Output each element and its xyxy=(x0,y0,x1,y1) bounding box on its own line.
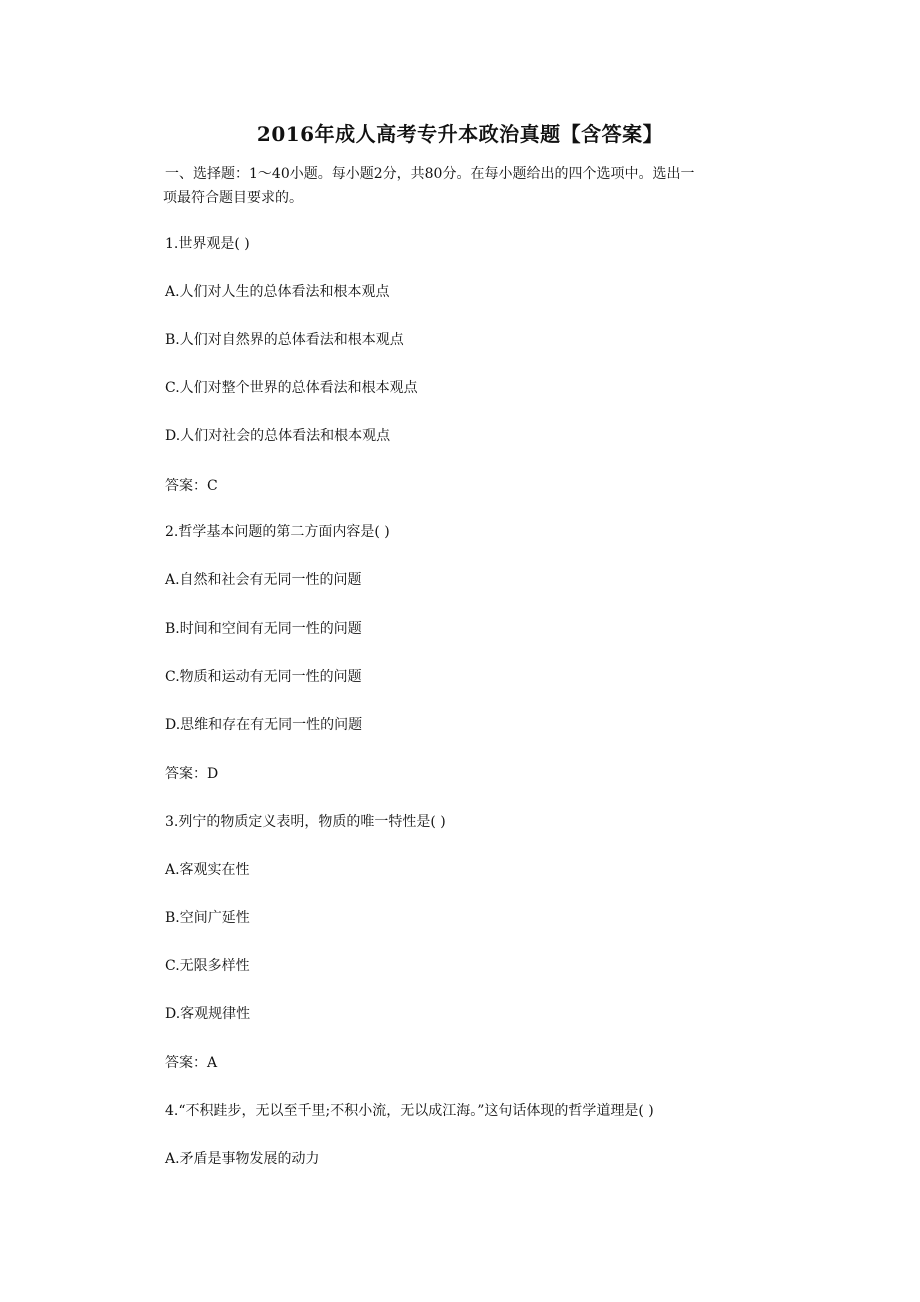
question-2-stem: 2.哲学基本问题的第二方面内容是( ) xyxy=(165,524,390,540)
question-1-stem: 1.世界观是( ) xyxy=(165,236,250,252)
question-4-option-a: A.矛盾是事物发展的动力 xyxy=(165,1151,320,1167)
question-3-answer: 答案：A xyxy=(165,1055,218,1071)
question-2-option-c: C.物质和运动有无同一性的问题 xyxy=(165,669,362,685)
question-2-answer: 答案：D xyxy=(165,766,219,782)
question-2-option-a: A.自然和社会有无同一性的问题 xyxy=(165,572,362,588)
section-intro-line-2: 项最符合题目要求的。 xyxy=(163,190,303,206)
question-2-option-b: B.时间和空间有无同一性的问题 xyxy=(165,621,362,637)
question-1-option-b: B.人们对自然界的总体看法和根本观点 xyxy=(165,332,404,348)
question-3-option-a: A.客观实在性 xyxy=(165,862,250,878)
question-4-stem: 4.“不积跬步，无以至千里;不积小流，无以成江海。”这句话体现的哲学道理是( ) xyxy=(165,1103,654,1119)
question-3-option-d: D.客观规律性 xyxy=(165,1006,251,1022)
question-3-stem: 3.列宁的物质定义表明，物质的唯一特性是( ) xyxy=(165,814,446,830)
question-1-answer: 答案：C xyxy=(165,478,218,494)
section-intro-line-1: 一、选择题：1～40小题。每小题2分，共80分。在每小题给出的四个选项中。选出一 xyxy=(165,166,695,182)
question-1-option-d: D.人们对社会的总体看法和根本观点 xyxy=(165,428,391,444)
document-title: 2016年成人高考专升本政治真题【含答案】 xyxy=(256,122,664,146)
question-1-option-c: C.人们对整个世界的总体看法和根本观点 xyxy=(165,380,418,396)
question-1-option-a: A.人们对人生的总体看法和根本观点 xyxy=(165,284,390,300)
question-2-option-d: D.思维和存在有无同一性的问题 xyxy=(165,717,363,733)
question-3-option-c: C.无限多样性 xyxy=(165,958,250,974)
section-intro xyxy=(165,162,785,210)
question-3-option-b: B.空间广延性 xyxy=(165,910,250,926)
